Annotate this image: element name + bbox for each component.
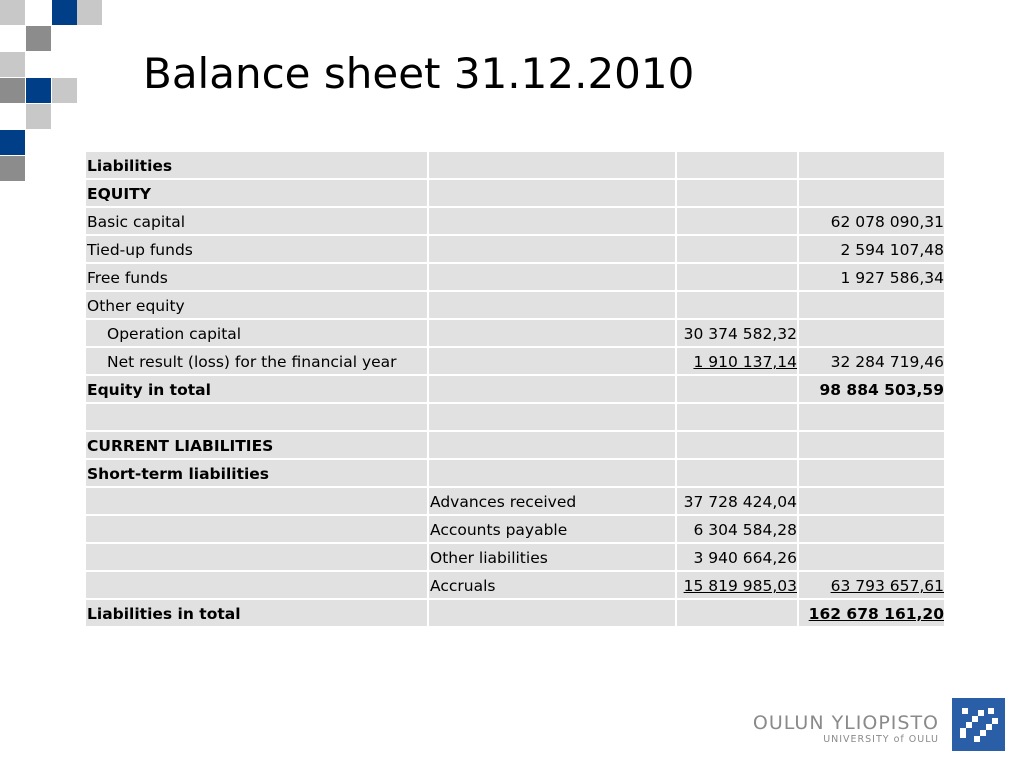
university-subtitle: UNIVERSITY of OULU bbox=[823, 734, 939, 745]
item-label: Accounts payable bbox=[429, 516, 675, 542]
university-name: OULUN YLIOPISTO bbox=[752, 712, 939, 734]
table-cell bbox=[677, 404, 797, 430]
table-cell bbox=[677, 208, 797, 234]
table-cell bbox=[799, 488, 944, 514]
table-row bbox=[86, 180, 944, 206]
table-cell bbox=[429, 600, 675, 626]
table-cell bbox=[429, 404, 675, 430]
decor-square bbox=[0, 52, 25, 77]
table-row bbox=[86, 488, 944, 514]
amount-value: 63 793 657,61 bbox=[830, 577, 944, 595]
table-cell bbox=[429, 320, 675, 346]
table-cell bbox=[429, 376, 675, 402]
amount-cell: 2 594 107,48 bbox=[799, 236, 944, 262]
table-cell bbox=[429, 460, 675, 486]
decor-square bbox=[26, 26, 51, 51]
table-row bbox=[86, 152, 944, 178]
table-cell bbox=[799, 404, 944, 430]
table-row bbox=[86, 460, 944, 486]
table-row bbox=[86, 572, 944, 598]
amount-cell: 6 304 584,28 bbox=[677, 516, 797, 542]
table-row bbox=[86, 516, 944, 542]
row-label: Liabilities in total bbox=[86, 600, 427, 626]
table-cell bbox=[677, 152, 797, 178]
table-row bbox=[86, 320, 944, 346]
decor-square bbox=[0, 156, 25, 181]
table-row bbox=[86, 404, 944, 430]
table-cell bbox=[429, 292, 675, 318]
row-label: Operation capital bbox=[86, 320, 427, 346]
row-label bbox=[86, 516, 427, 542]
table-row bbox=[86, 544, 944, 570]
table-row bbox=[86, 236, 944, 262]
decor-square bbox=[26, 104, 51, 129]
table-row bbox=[86, 432, 944, 458]
item-label: Advances received bbox=[429, 488, 675, 514]
table-cell bbox=[677, 236, 797, 262]
row-label bbox=[86, 544, 427, 570]
table-cell bbox=[429, 348, 675, 374]
table-cell bbox=[799, 180, 944, 206]
amount-cell: 32 284 719,46 bbox=[799, 348, 944, 374]
row-label: Basic capital bbox=[86, 208, 427, 234]
table-cell bbox=[429, 236, 675, 262]
row-label: Net result (loss) for the financial year bbox=[86, 348, 427, 374]
decor-square bbox=[77, 0, 102, 25]
amount-cell bbox=[677, 572, 797, 598]
table-cell bbox=[799, 320, 944, 346]
amount-value: 15 819 985,03 bbox=[683, 577, 797, 595]
row-label bbox=[86, 572, 427, 598]
table-cell bbox=[799, 544, 944, 570]
table-row bbox=[86, 264, 944, 290]
amount-cell bbox=[677, 348, 797, 374]
table-row bbox=[86, 600, 944, 626]
table-cell bbox=[799, 460, 944, 486]
table-cell bbox=[677, 180, 797, 206]
slide-title: Balance sheet 31.12.2010 bbox=[143, 49, 695, 98]
decor-square bbox=[0, 130, 25, 155]
table-cell bbox=[429, 180, 675, 206]
row-label: Liabilities bbox=[86, 152, 427, 178]
row-label: Free funds bbox=[86, 264, 427, 290]
row-label: Tied-up funds bbox=[86, 236, 427, 262]
table-cell bbox=[677, 292, 797, 318]
table-cell bbox=[677, 264, 797, 290]
table-cell bbox=[799, 432, 944, 458]
amount-cell: 3 940 664,26 bbox=[677, 544, 797, 570]
table-row bbox=[86, 292, 944, 318]
decor-square bbox=[52, 78, 77, 103]
amount-cell bbox=[799, 572, 944, 598]
table-cell bbox=[799, 516, 944, 542]
table-cell bbox=[677, 376, 797, 402]
row-label: Equity in total bbox=[86, 376, 427, 402]
decor-square bbox=[52, 0, 77, 25]
table-row bbox=[86, 348, 944, 374]
item-label: Other liabilities bbox=[429, 544, 675, 570]
university-logo-text bbox=[753, 712, 939, 746]
row-label: Short-term liabilities bbox=[86, 460, 427, 486]
row-label bbox=[86, 404, 427, 430]
table-cell bbox=[677, 600, 797, 626]
table-cell bbox=[429, 208, 675, 234]
amount-cell: 62 078 090,31 bbox=[799, 208, 944, 234]
table-row bbox=[86, 376, 944, 402]
row-label bbox=[86, 488, 427, 514]
table-cell bbox=[677, 432, 797, 458]
university-logo-svg bbox=[952, 698, 1005, 751]
table-cell bbox=[429, 264, 675, 290]
balance-sheet-table bbox=[84, 150, 946, 628]
item-label: Accruals bbox=[429, 572, 675, 598]
decor-square bbox=[0, 78, 25, 103]
decor-square bbox=[26, 78, 51, 103]
table-cell bbox=[799, 152, 944, 178]
table-cell bbox=[677, 460, 797, 486]
table-cell bbox=[799, 292, 944, 318]
table-row bbox=[86, 208, 944, 234]
amount-cell: 1 927 586,34 bbox=[799, 264, 944, 290]
university-logo-icon bbox=[952, 698, 1005, 751]
decor-square bbox=[0, 0, 25, 25]
table-cell bbox=[429, 432, 675, 458]
amount-cell: 30 374 582,32 bbox=[677, 320, 797, 346]
table-cell bbox=[429, 152, 675, 178]
row-label: Other equity bbox=[86, 292, 427, 318]
amount-value: 162 678 161,20 bbox=[808, 605, 944, 623]
total-cell bbox=[799, 600, 944, 626]
amount-value: 1 910 137,14 bbox=[693, 353, 797, 371]
row-label: CURRENT LIABILITIES bbox=[86, 432, 427, 458]
amount-cell: 37 728 424,04 bbox=[677, 488, 797, 514]
total-cell: 98 884 503,59 bbox=[799, 376, 944, 402]
row-label: EQUITY bbox=[86, 180, 427, 206]
